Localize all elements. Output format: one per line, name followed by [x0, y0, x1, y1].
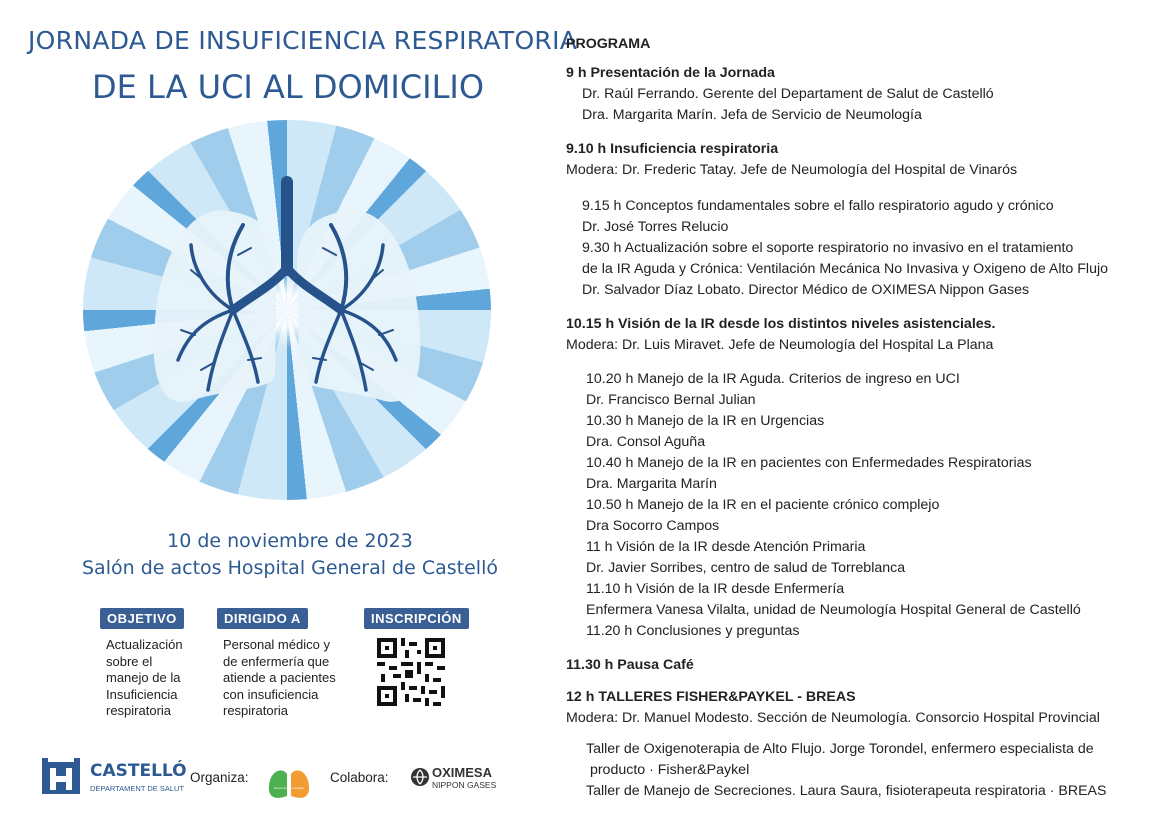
- organiza-label: Organiza:: [190, 770, 249, 785]
- event-venue: Salón de actos Hospital General de Castelló: [82, 557, 498, 579]
- colored-lungs-icon: [266, 760, 312, 802]
- castello-subtitle: DEPARTAMENT DE SALUT: [90, 784, 185, 793]
- program-line: de la IR Aguda y Crónica: Ventilación Mecánica No Invasiva y Oxigeno de Alto Flujo: [582, 261, 1109, 277]
- oximesa-name: OXIMESA: [432, 765, 492, 780]
- program-line: Dra Socorro Campos: [586, 518, 720, 534]
- objetivo-line: respiratoria: [106, 703, 172, 719]
- dirigido-badge: DIRIGIDO A: [217, 608, 308, 629]
- dirigido-line: con insuficiencia: [223, 686, 319, 702]
- program-line: 10.20 h Manejo de la IR Aguda. Criterios de ingreso en UCI: [586, 371, 960, 387]
- castello-name: CASTELLÓ: [90, 761, 187, 781]
- program-session-title: 9.10 h Insuficiencia respiratoria: [566, 141, 779, 157]
- program-line: 11.10 h Visión de la IR desde Enfermería: [586, 581, 845, 597]
- program-line: Taller de Manejo de Secreciones. Laura Saura, fisioterapeuta respiratoria · BREAS: [586, 783, 1107, 799]
- program-line: Dr. Javier Sorribes, centro de salud de Torreblanca: [586, 560, 906, 576]
- oximesa-logo: [410, 764, 505, 792]
- dirigido-line: Personal médico y: [223, 637, 330, 652]
- oximesa-globe-icon: [410, 767, 430, 787]
- lungs-illustration: [83, 120, 491, 500]
- page-title: JORNADA DE INSUFICIENCIA RESPIRATORIA: [28, 26, 578, 55]
- program-moderator: Modera: Dr. Manuel Modesto. Sección de Neumología. Consorcio Hospital Provincial: [566, 710, 1100, 726]
- program-line: 10.30 h Manejo de la IR en Urgencias: [586, 413, 825, 429]
- oximesa-subtitle: NIPPON GASES: [432, 780, 497, 790]
- objetivo-badge: OBJETIVO: [100, 608, 184, 629]
- castello-castle-icon: [40, 756, 82, 798]
- program-line: 9.30 h Actualización sobre el soporte respiratorio no invasivo en el tratamiento: [582, 240, 1074, 256]
- objetivo-line: sobre el: [106, 653, 153, 669]
- program-line: 11 h Visión de la IR desde Atención Primaria: [586, 539, 866, 555]
- program-moderator: Modera: Dr. Luis Miravet. Jefe de Neumología del Hospital La Plana: [566, 337, 994, 353]
- dirigido-line: de enfermería que: [223, 653, 330, 669]
- organizer-logo: [266, 760, 312, 802]
- lungs-icon: [83, 120, 491, 500]
- registration-qr-code[interactable]: [377, 638, 445, 706]
- left-panel: [0, 0, 578, 827]
- colabora-label: Colabora:: [330, 770, 389, 785]
- program-line: 9.15 h Conceptos fundamentales sobre el fallo respiratorio agudo y crónico: [582, 198, 1054, 214]
- program-line: Dr. Salvador Díaz Lobato. Director Médico de OXIMESA Nippon Gases: [582, 282, 1030, 298]
- objetivo-line: manejo de la: [106, 670, 181, 686]
- program-moderator: Modera: Dr. Frederic Tatay. Jefe de Neumología del Hospital de Vinarós: [566, 162, 1018, 178]
- program-line: Enfermera Vanesa Vilalta, unidad de Neumología Hospital General de Castelló: [586, 602, 1081, 618]
- objetivo-line: Insuficiencia: [106, 686, 178, 702]
- program-session-title: 10.15 h Visión de la IR desde los distintos niveles asistenciales.: [566, 316, 996, 332]
- program-session-title: 9 h Presentación de la Jornada: [566, 65, 775, 81]
- event-date: 10 de noviembre de 2023: [167, 530, 413, 552]
- program-session-title: 11.30 h Pausa Café: [566, 657, 694, 673]
- program-line: producto · Fisher&Paykel: [586, 762, 750, 778]
- objetivo-text: [106, 637, 183, 720]
- dirigido-line: respiratoria: [223, 703, 289, 719]
- page-subtitle: DE LA UCI AL DOMICILIO: [91, 68, 485, 106]
- program-line: 10.50 h Manejo de la IR en el paciente crónico complejo: [586, 497, 940, 513]
- program-line: Dr. Raúl Ferrando. Gerente del Departament de Salut de Castelló: [582, 86, 994, 102]
- qr-code-icon: [377, 638, 445, 706]
- program-line: Dr. José Torres Relucio: [582, 219, 729, 235]
- program-session-title: 12 h TALLERES FISHER&PAYKEL - BREAS: [566, 689, 856, 705]
- dirigido-text: [223, 637, 336, 720]
- program-line: Dra. Consol Aguña: [586, 434, 706, 450]
- dirigido-line: atiende a pacientes: [223, 670, 336, 686]
- inscripcion-badge: INSCRIPCIÓN: [364, 608, 469, 629]
- program-line: 11.20 h Conclusiones y preguntas: [586, 623, 800, 639]
- program-heading: PROGRAMA: [566, 36, 651, 52]
- program-line: Dr. Francisco Bernal Julian: [586, 392, 756, 408]
- objetivo-line: Actualización: [106, 637, 183, 652]
- program-line: Taller de Oxigenoterapia de Alto Flujo. Jorge Torondel, enfermero especialista de: [586, 741, 1094, 757]
- program-line: Dra. Margarita Marín: [586, 476, 717, 492]
- program-line: 10.40 h Manejo de la IR en pacientes con Enfermedades Respiratorias: [586, 455, 1032, 471]
- organizer-logo-text: Servei de Neumologia: [274, 786, 304, 790]
- castello-logo: [40, 756, 187, 798]
- program-line: Dra. Margarita Marín. Jefa de Servicio de Neumología: [582, 107, 922, 123]
